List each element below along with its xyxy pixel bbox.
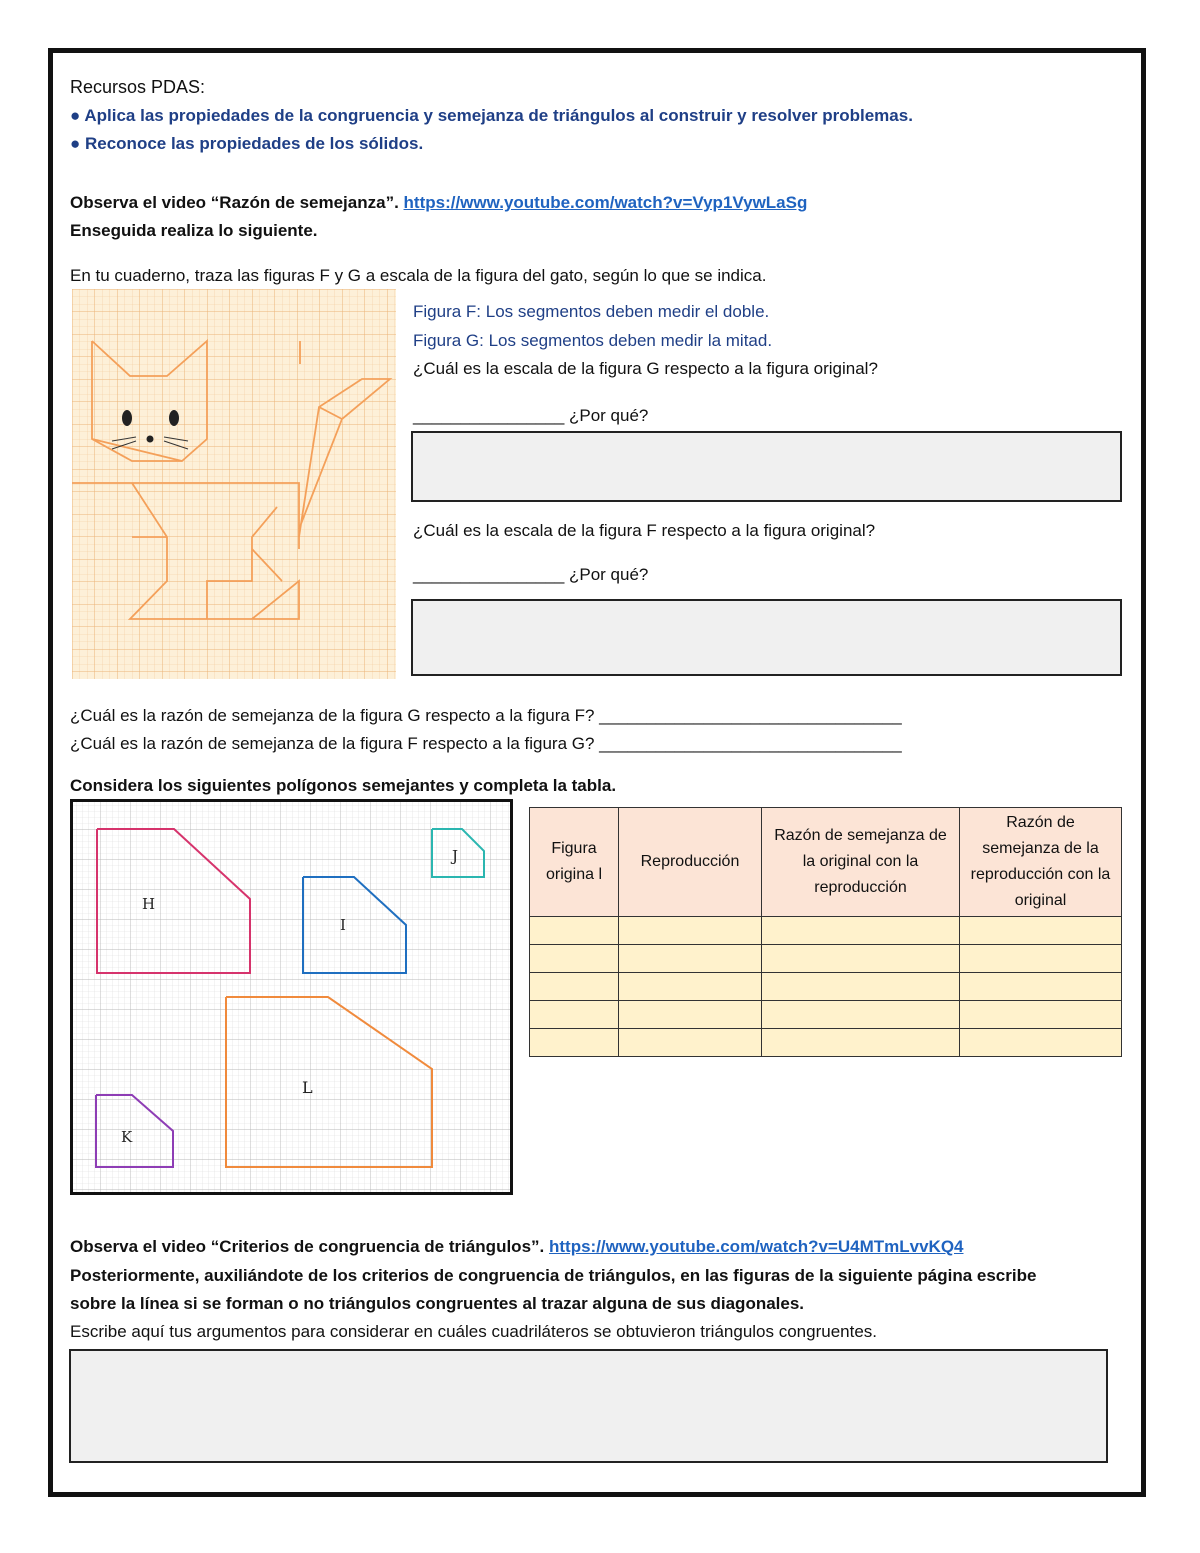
video2-link[interactable]: https://www.youtube.com/watch?v=U4MTmLvvKQ4 xyxy=(548,1237,964,1256)
cat-eye-left xyxy=(122,410,132,426)
objective-bullet-1: ● Aplica las propiedades de la congruencia y semejanza de triángulos al construir y resolver problemas. xyxy=(70,106,913,125)
label-j: J xyxy=(452,847,459,865)
table-cell[interactable] xyxy=(960,973,1122,1001)
label-l: L xyxy=(302,1078,313,1097)
table-cell[interactable] xyxy=(530,945,619,973)
arguments-answer-box[interactable] xyxy=(69,1349,1108,1463)
table-cell[interactable] xyxy=(960,1029,1122,1057)
video2-prefix: Observa el video “Criterios de congruencia de triángulos”. xyxy=(70,1237,545,1256)
answer-box-scale-g[interactable] xyxy=(411,431,1122,502)
figure-f-instruction: Figura F: Los segmentos deben medir el doble. xyxy=(413,302,770,321)
table-cell[interactable] xyxy=(762,1029,960,1057)
cat-eye-right xyxy=(169,410,179,426)
table-cell[interactable] xyxy=(762,973,960,1001)
cat-grid xyxy=(72,289,396,679)
table-row xyxy=(530,1029,1122,1057)
instruction-text: En tu cuaderno, traza las figuras F y G a escala de la figura del gato, según lo que se indica. xyxy=(70,266,767,285)
question-scale-f: ¿Cuál es la escala de la figura F respecto a la figura original? xyxy=(413,521,876,540)
table-cell[interactable] xyxy=(762,945,960,973)
answer-line-scale-f[interactable]: ________________ ¿Por qué? xyxy=(413,565,649,584)
video1-link[interactable]: https://www.youtube.com/watch?v=Vyp1VywLaSg xyxy=(403,193,808,212)
table-cell[interactable] xyxy=(530,973,619,1001)
label-h: H xyxy=(142,895,156,913)
polygons-figure xyxy=(70,799,513,1195)
table-cell[interactable] xyxy=(960,945,1122,973)
cat-figure xyxy=(72,289,396,679)
table-cell[interactable] xyxy=(619,917,762,945)
table-cell[interactable] xyxy=(619,973,762,1001)
video2-line xyxy=(70,1236,964,1258)
table-cell[interactable] xyxy=(960,917,1122,945)
cat-nose xyxy=(147,436,154,443)
table-cell[interactable] xyxy=(960,1001,1122,1029)
table-cell[interactable] xyxy=(762,917,960,945)
video1-line xyxy=(70,192,807,214)
resources-title: Recursos PDAS: xyxy=(70,77,206,97)
table-cell[interactable] xyxy=(619,1001,762,1029)
header-original: Figura origina l xyxy=(530,808,619,917)
label-k: K xyxy=(121,1128,133,1146)
video2-instruction-line1: Posteriormente, auxiliándote de los criterios de congruencia de triángulos, en las figuras de la siguiente página escribe xyxy=(70,1266,1037,1285)
table-row xyxy=(530,973,1122,1001)
table-cell[interactable] xyxy=(619,945,762,973)
table-row xyxy=(530,917,1122,945)
similarity-table xyxy=(529,807,1122,1057)
figure-g-instruction: Figura G: Los segmentos deben medir la mitad. xyxy=(413,331,773,350)
video2-instruction-line2: sobre la línea si se forman o no triángulos congruentes al trazar alguna de sus diagonales. xyxy=(70,1294,805,1313)
table-row xyxy=(530,945,1122,973)
video1-after: Enseguida realiza lo siguiente. xyxy=(70,221,318,240)
answer-line-scale-g[interactable]: ________________ ¿Por qué? xyxy=(413,406,649,425)
objective-bullet-2: ● Reconoce las propiedades de los sólidos. xyxy=(70,134,424,153)
ratio-question-f-g[interactable]: ¿Cuál es la razón de semejanza de la figura F respecto a la figura G? ________________________________ xyxy=(70,734,902,753)
answer-box-scale-f[interactable] xyxy=(411,599,1122,676)
ratio-question-g-f[interactable]: ¿Cuál es la razón de semejanza de la figura G respecto a la figura F? ________________________________ xyxy=(70,706,902,725)
header-ratio-original: Razón de semejanza de la original con la reproducción xyxy=(762,808,960,917)
table-header-row xyxy=(530,808,1122,917)
table-cell[interactable] xyxy=(530,1001,619,1029)
header-reproduction: Reproducción xyxy=(619,808,762,917)
polygons-heading: Considera los siguientes polígonos semejantes y completa la tabla. xyxy=(70,776,617,795)
arguments-prompt: Escribe aquí tus argumentos para considerar en cuáles cuadriláteros se obtuvieron triángulos congruentes. xyxy=(70,1322,878,1341)
table-row xyxy=(530,1001,1122,1029)
table-cell[interactable] xyxy=(530,917,619,945)
video1-prefix: Observa el video “Razón de semejanza”. xyxy=(70,193,399,212)
question-scale-g: ¿Cuál es la escala de la figura G respecto a la figura original? xyxy=(413,359,878,378)
header-ratio-reproduction: Razón de semejanza de la reproducción con la original xyxy=(960,808,1122,917)
label-i: I xyxy=(340,916,346,934)
table-cell[interactable] xyxy=(619,1029,762,1057)
table-cell[interactable] xyxy=(530,1029,619,1057)
table-cell[interactable] xyxy=(762,1001,960,1029)
